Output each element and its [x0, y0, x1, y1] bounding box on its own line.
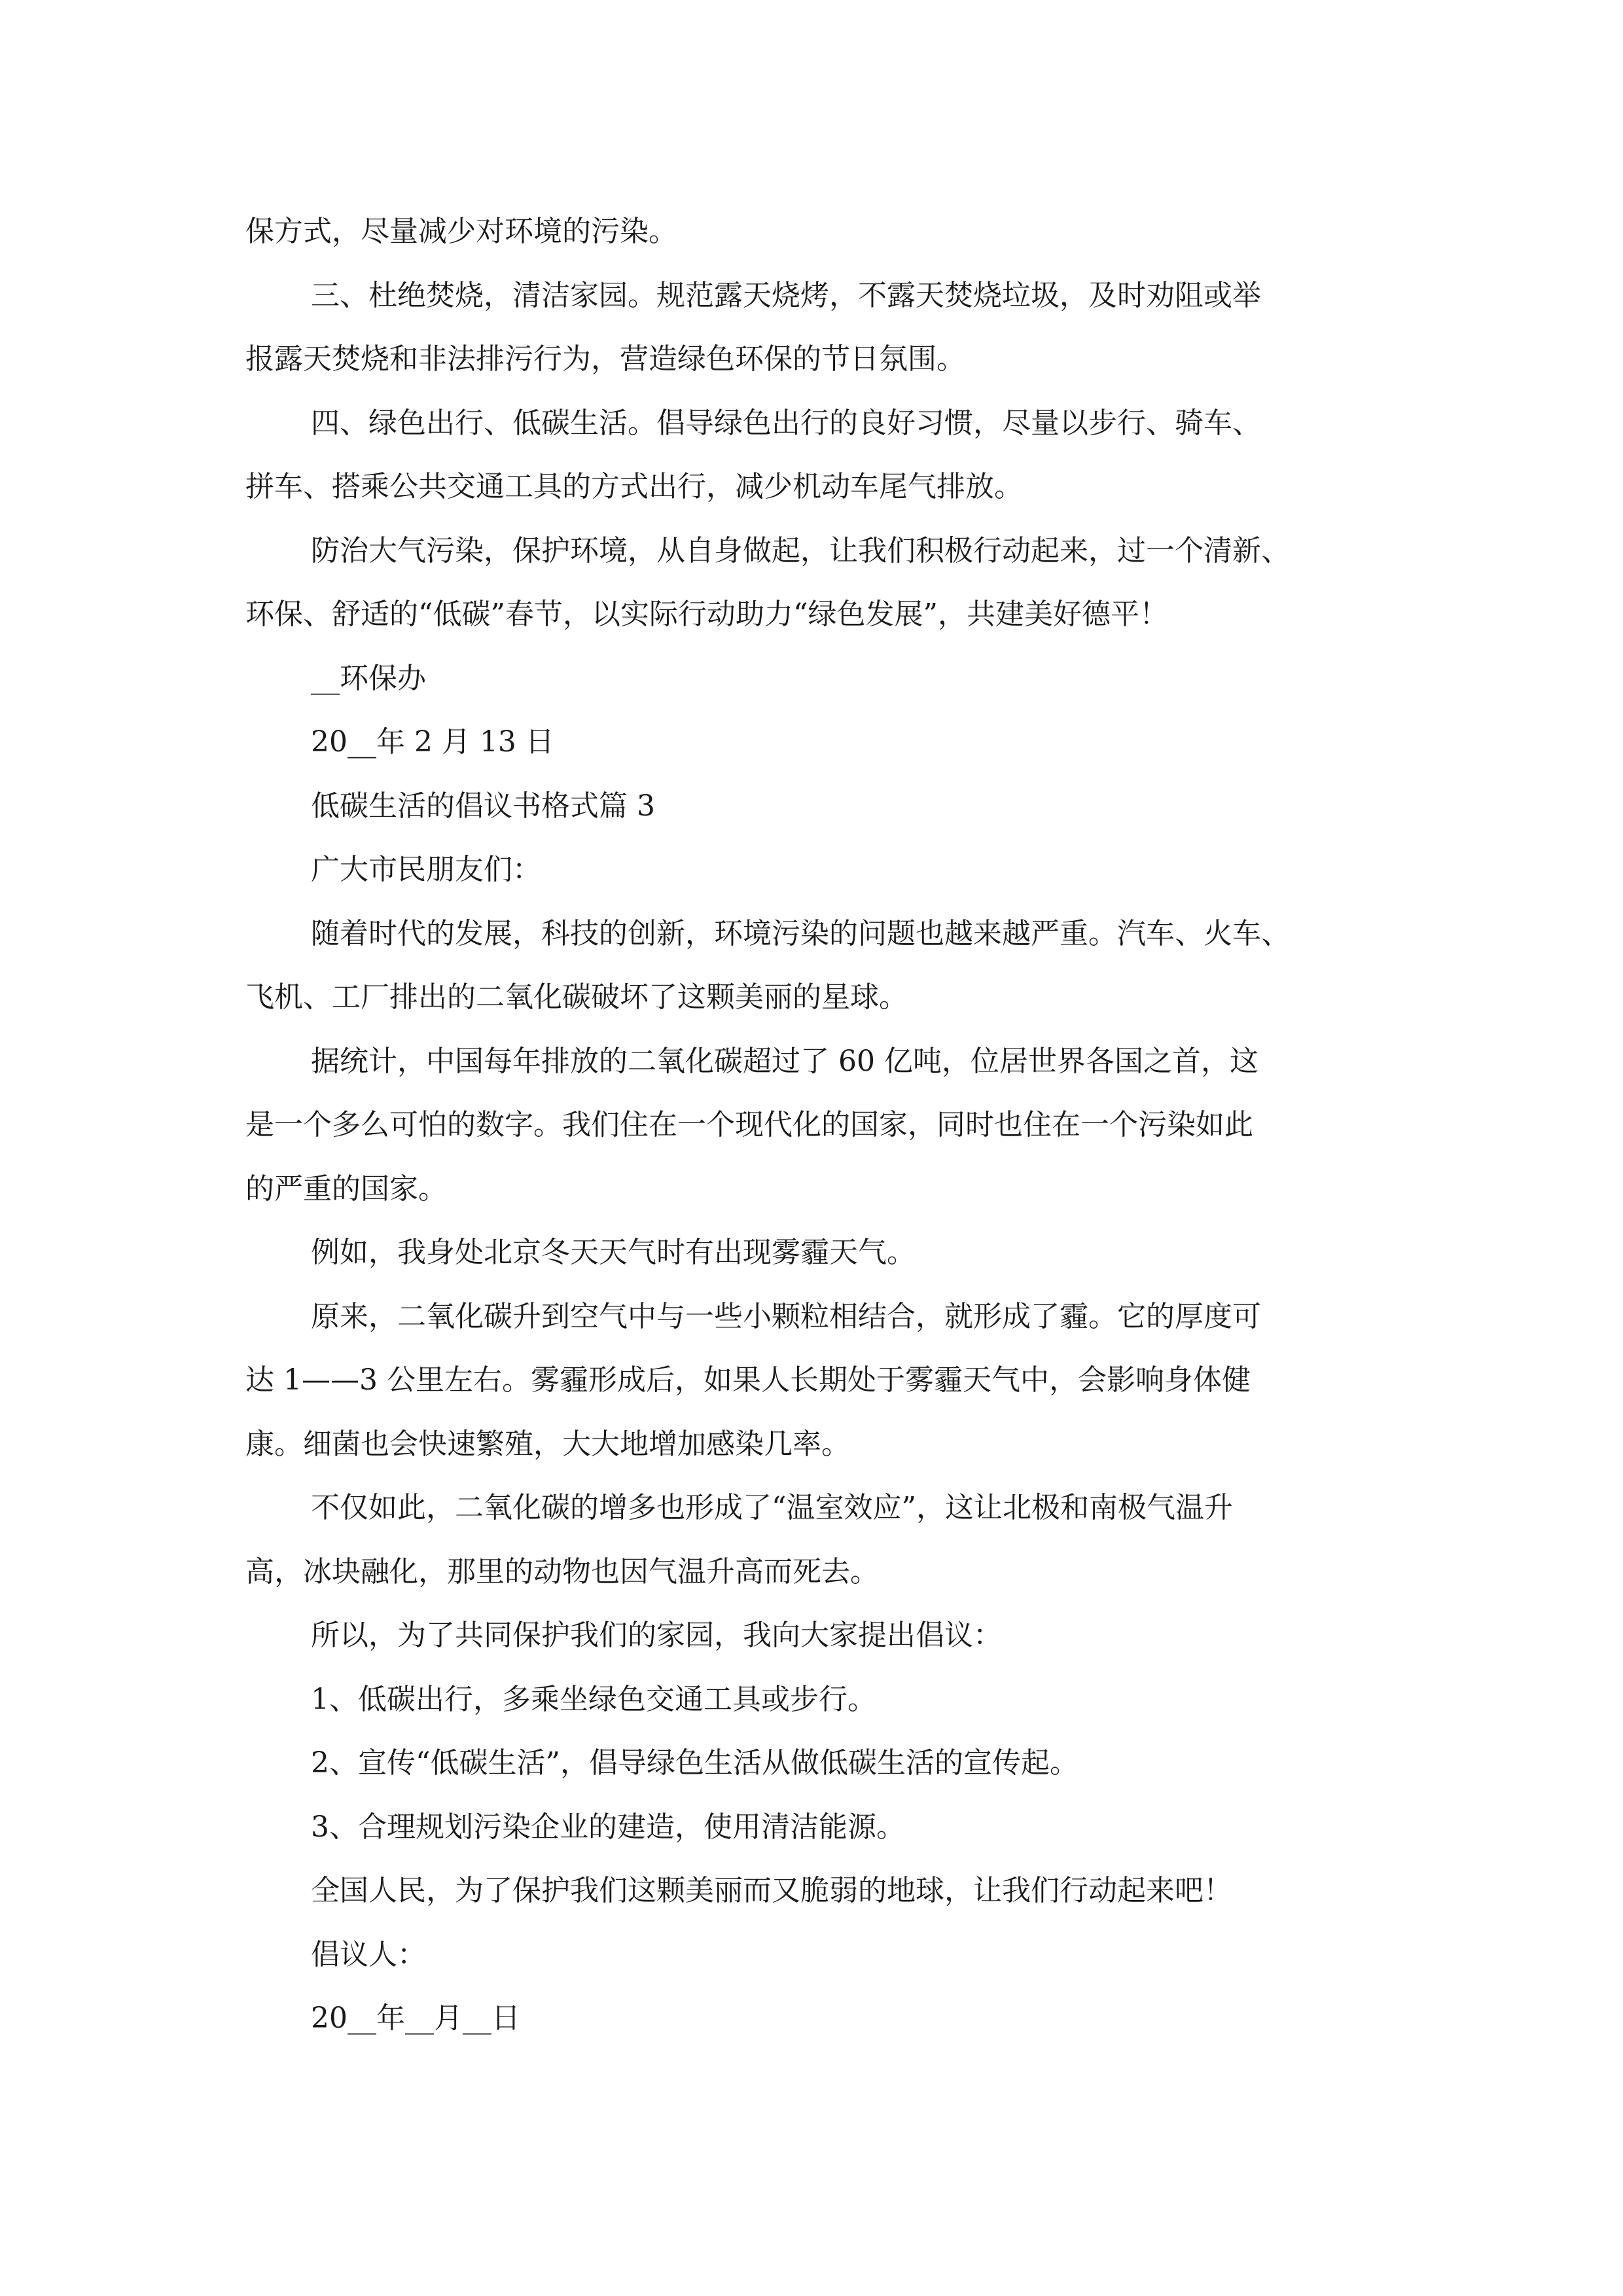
signature-office: __环保办 — [311, 661, 426, 695]
list-item: 1、低碳出行，多乘坐绿色交通工具或步行。 — [311, 1682, 876, 1716]
text-line: 不仅如此，二氧化碳的增多也形成了“温室效应”，这让北极和南极气温升 — [311, 1491, 1233, 1524]
list-item: 2、宣传“低碳生活”，倡导绿色生活从做低碳生活的宣传起。 — [311, 1746, 1079, 1780]
text-line: 达 1——3 公里左右。雾霾形成后，如果人长期处于雾霾天气中，会影响身体健 — [245, 1363, 1251, 1397]
text-line: 是一个多么可怕的数字。我们住在一个现代化的国家，同时也住在一个污染如此 — [245, 1108, 1253, 1141]
text-line: 三、杜绝焚烧，清洁家园。规范露天烧烤，不露天焚烧垃圾，及时劝阻或举 — [311, 278, 1261, 312]
salutation: 广大市民朋友们： — [311, 853, 541, 886]
text-line: 所以，为了共同保护我们的家园，我向大家提出倡议： — [311, 1619, 1002, 1652]
list-item: 3、合理规划污染企业的建造，使用清洁能源。 — [311, 1810, 905, 1844]
text-line: 随着时代的发展，科技的创新，环境污染的问题也越来越严重。汽车、火车、 — [311, 916, 1290, 950]
text-line: 的严重的国家。 — [245, 1172, 447, 1206]
text-line: 环保、舒适的“低碳”春节，以实际行动助力“绿色发展”，共建美好德平！ — [245, 598, 1168, 631]
text-line: 拼车、搭乘公共交通工具的方式出行，减少机动车尾气排放。 — [245, 470, 1023, 503]
date-line: 20__年__月__日 — [311, 2001, 520, 2035]
text-line: 保方式，尽量减少对环境的污染。 — [245, 215, 677, 248]
text-line: 康。细菌也会快速繁殖，大大地增加感染几率。 — [245, 1427, 850, 1461]
document-body — [245, 200, 1387, 2051]
section-title: 低碳生活的倡议书格式篇 3 — [311, 789, 655, 823]
text-line: 飞机、工厂排出的二氧化碳破坏了这颗美丽的星球。 — [245, 980, 908, 1014]
text-line: 据统计，中国每年排放的二氧化碳超过了 60 亿吨，位居世界各国之首，这 — [311, 1044, 1258, 1078]
text-line: 高，冰块融化，那里的动物也因气温升高而死去。 — [245, 1554, 879, 1588]
text-line: 报露天焚烧和非法排污行为，营造绿色环保的节日氛围。 — [245, 342, 965, 376]
text-line: 例如，我身处北京冬天天气时有出现雾霾天气。 — [311, 1236, 916, 1269]
text-line: 四、绿色出行、低碳生活。倡导绿色出行的良好习惯，尽量以步行、骑车、 — [311, 406, 1261, 440]
date-line: 20__年 2 月 13 日 — [311, 725, 554, 759]
text-line: 防治大气污染，保护环境，从自身做起，让我们积极行动起来，过一个清新、 — [311, 533, 1290, 567]
text-line: 原来，二氧化碳升到空气中与一些小颗粒相结合，就形成了霾。它的厚度可 — [311, 1299, 1261, 1333]
text-line: 全国人民，为了保护我们这颗美丽而又脆弱的地球，让我们行动起来吧！ — [311, 1874, 1232, 1907]
signature-label: 倡议人： — [311, 1937, 426, 1971]
